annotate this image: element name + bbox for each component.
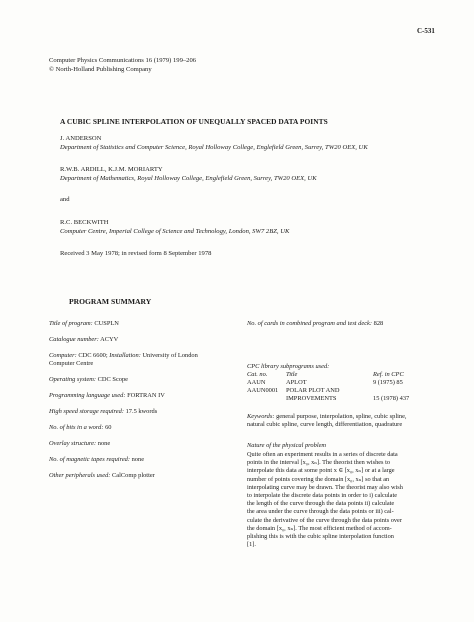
paragraph-line: culate the derivative of the curve through the data points over	[247, 516, 402, 524]
section-heading: Nature of the physical problem	[247, 442, 327, 449]
field-value: CalComp plotter	[112, 472, 155, 479]
cpc-ref: 15 (1978) 437	[373, 395, 410, 402]
paragraph-line: to interpolate the discrete data points in order to i) calculate	[247, 492, 398, 500]
cpc-title: IMPROVEMENTS	[286, 395, 337, 402]
field-label: Catalogue number:	[49, 336, 99, 343]
cpc-title: POLAR PLOT AND	[286, 387, 340, 394]
keywords-line: natural cubic spline, curve length, differentiation, quadrature	[247, 421, 403, 428]
field-value: ACYV	[100, 336, 119, 343]
paragraph-line: the area under the curve through the data points or iii) cal-	[247, 508, 394, 516]
paragraph-line: number of points covering the domain [x₀, xₙ] so that an	[247, 475, 390, 483]
field-value: none	[97, 440, 111, 447]
field-value: CDC Scope	[97, 376, 129, 383]
author-affiliation: Department of Statistics and Computer Science, Royal Holloway College, Englefield Green, Surrey, TW20 OEX, UK	[60, 144, 368, 151]
field-value: 17.5 kwords	[125, 408, 158, 415]
cpc-library-heading: CPC library subprograms used:	[247, 363, 330, 370]
paragraph-line: the length of the curve through the data points ii) calculate	[247, 500, 395, 508]
field-value: CUSPLN	[94, 320, 119, 327]
field-label: Other peripherals used:	[49, 472, 111, 479]
field-label: No. of bits in a word:	[49, 424, 104, 431]
paper-title: A CUBIC SPLINE INTERPOLATION OF UNEQUALLY SPACED DATA POINTS	[60, 117, 328, 126]
keywords-line: general purpose, interpolation, spline, cubic spline,	[276, 413, 407, 420]
field-programming-language	[49, 392, 232, 400]
field-value: FORTRAN IV	[127, 392, 165, 399]
summary-heading: PROGRAM SUMMARY	[69, 297, 152, 306]
field-label: Overlay structure:	[49, 440, 97, 447]
paragraph-line: points in the interval [x₀, xₙ]. The theorist then wishes to	[247, 459, 390, 467]
field-value: 828	[373, 320, 384, 327]
field-bits-in-word	[49, 424, 232, 432]
cpc-col-ref: Ref. in CPC	[373, 371, 404, 378]
cpc-col-title: Title	[286, 371, 298, 378]
paragraph-line: interpolate this data at some point x ∈ [x₀, xₙ] or at a large	[247, 467, 395, 475]
author-affiliation: Computer Centre, Imperial College of Science and Technology, London, SW7 2BZ, UK	[60, 228, 290, 235]
author-affiliation: Department of Mathematics, Royal Holloway College, Englefield Green, Surrey, TW20 OEX, UK	[60, 175, 317, 182]
field-value: CDC 6600;	[78, 352, 108, 359]
and-connector: and	[60, 196, 70, 203]
cpc-catno: AAUN	[247, 379, 266, 386]
field-label: Programming language used:	[49, 392, 126, 399]
field-title-of-program	[49, 320, 232, 328]
field-value: none	[131, 456, 145, 463]
field-value: Computer Centre	[49, 360, 94, 368]
cpc-ref: 9 (1975) 85	[373, 379, 403, 386]
field-overlay	[49, 440, 232, 448]
nature-paragraph	[247, 451, 437, 549]
field-label: Computer:	[49, 352, 77, 359]
field-label: No. of magnetic tapes required:	[49, 456, 130, 463]
cpc-col-catno: Cat. no.	[247, 371, 268, 378]
field-value: University of London	[142, 352, 198, 359]
journal-citation: Computer Physics Communications 16 (1979) 199–206	[49, 57, 197, 64]
field-label: Title of program:	[49, 320, 93, 327]
field-label: Operating system:	[49, 376, 97, 383]
field-catalogue-number	[49, 336, 232, 344]
author-names: R.C. BECKWITH	[60, 219, 109, 226]
field-value: 60	[105, 424, 112, 431]
field-cards	[247, 320, 383, 328]
keywords	[247, 413, 407, 421]
paragraph-line: interpolating curve may be drawn. The theorist may also wish	[247, 483, 403, 491]
page-code: C-531	[417, 27, 435, 35]
paragraph-line: the domain [x₀, xₙ]. The most efficient method of accom-	[247, 524, 392, 532]
received-date: Received 3 May 1978; in revised form 8 September 1978	[60, 250, 212, 257]
field-label: No. of cards in combined program and test deck:	[247, 320, 373, 327]
field-operating-system	[49, 376, 232, 384]
field-storage	[49, 408, 232, 416]
paragraph-line: plishing this is with the cubic spline interpolation function	[247, 533, 394, 541]
author-names: R.W.B. ARDILL, K.J.M. MORIARTY	[60, 166, 163, 173]
author-names: J. ANDERSON	[60, 135, 102, 142]
field-peripherals	[49, 472, 232, 480]
cpc-catno: AAUN0001	[247, 387, 279, 394]
field-label: High speed storage required:	[49, 408, 124, 415]
paragraph-line: [1].	[247, 541, 256, 549]
field-magnetic-tapes	[49, 456, 232, 464]
field-label: Installation:	[109, 352, 141, 359]
cpc-title: APLOT	[286, 379, 307, 386]
keywords-label: Keywords:	[247, 413, 275, 420]
paragraph-line: Quite often an experiment results in a series of discrete data	[247, 451, 398, 458]
field-computer	[49, 352, 232, 368]
publisher-line: © North-Holland Publishing Company	[49, 66, 152, 73]
